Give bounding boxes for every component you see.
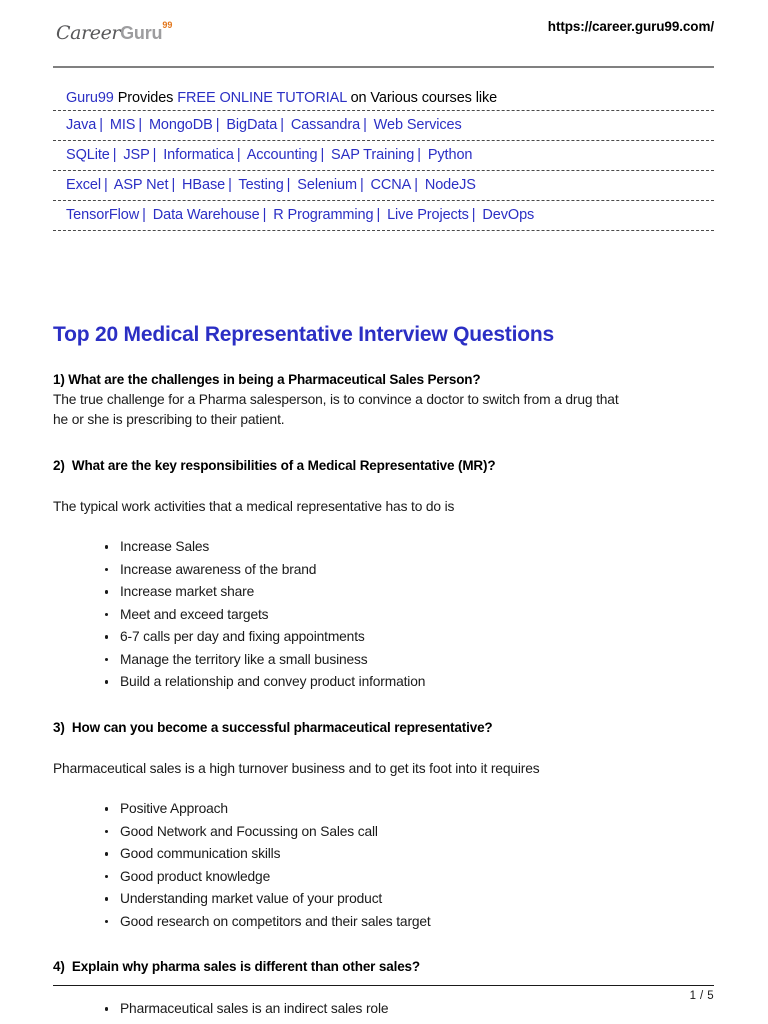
- list-item: Increase Sales: [105, 536, 714, 558]
- spacer: [53, 737, 714, 759]
- course-separator: |: [99, 117, 103, 133]
- list-item: Understanding market value of your product: [105, 888, 714, 910]
- promo-course-row-3: [53, 171, 714, 200]
- promo-intro-line: [53, 86, 714, 110]
- course-link-testing[interactable]: Testing: [238, 177, 284, 193]
- logo-text-guru: Guru: [120, 23, 163, 43]
- promo-brand: Guru99: [66, 90, 114, 106]
- question-2: 2) What are the key responsibilities of a Medical Representative (MR)?: [53, 457, 496, 473]
- question-1: 1) What are the challenges in being a Pharmaceutical Sales Person?: [53, 372, 481, 388]
- answer-3-bullet-list: [53, 798, 714, 933]
- course-link-java[interactable]: Java: [66, 117, 97, 133]
- course-separator: |: [417, 147, 421, 163]
- spacer: [53, 430, 714, 456]
- article-body: [53, 322, 714, 1021]
- course-separator: |: [215, 117, 220, 133]
- course-link-hbase[interactable]: HBase: [182, 177, 226, 193]
- promo-provides: Provides: [117, 90, 174, 106]
- list-item: Meet and exceed targets: [105, 604, 714, 626]
- promo-highlight: FREE ONLINE TUTORIAL: [177, 90, 347, 106]
- course-separator: |: [376, 207, 381, 223]
- spacer: [53, 976, 714, 998]
- course-separator: |: [262, 207, 267, 223]
- course-link-data-warehouse[interactable]: Data Warehouse: [152, 207, 260, 223]
- answer-2-intro: The typical work activities that a medical representative has to do is: [53, 498, 455, 514]
- course-link-r-programming[interactable]: R Programming: [273, 207, 374, 223]
- course-link-devops[interactable]: DevOps: [482, 207, 535, 223]
- course-link-jsp[interactable]: JSP: [123, 147, 150, 163]
- careerguru99-logo: [56, 19, 173, 44]
- course-separator: |: [320, 147, 325, 163]
- course-link-asp-net[interactable]: ASP Net: [113, 177, 169, 193]
- answer-4-bullet-list: [53, 998, 714, 1020]
- course-separator: |: [280, 117, 284, 133]
- course-link-ccna[interactable]: CCNA: [370, 177, 412, 193]
- course-separator: |: [414, 177, 418, 193]
- logo-text-career: Career: [56, 22, 121, 44]
- logo-text-99: 99: [162, 19, 173, 30]
- list-item: 6-7 calls per day and fixing appointments: [105, 626, 714, 648]
- site-url: https://career.guru99.com/: [547, 19, 714, 34]
- course-link-sap-training[interactable]: SAP Training: [331, 147, 415, 163]
- list-item: Good communication skills: [105, 843, 714, 865]
- course-separator: |: [359, 177, 364, 193]
- promo-course-row-2: [53, 141, 714, 170]
- answer-2-bullet-list: [53, 536, 714, 693]
- course-link-selenium[interactable]: Selenium: [297, 177, 357, 193]
- course-link-excel[interactable]: Excel: [66, 177, 101, 193]
- course-link-accounting[interactable]: Accounting: [246, 147, 318, 163]
- spacer: [53, 694, 714, 718]
- course-link-informatica[interactable]: Informatica: [163, 147, 234, 163]
- list-item: Positive Approach: [105, 798, 714, 820]
- course-link-mis[interactable]: MIS: [109, 117, 136, 133]
- promo-tail: on Various courses like: [350, 90, 498, 106]
- course-link-nodejs[interactable]: NodeJS: [424, 177, 476, 193]
- spacer: [53, 516, 714, 536]
- promo-course-row-1: [53, 111, 714, 140]
- question-3: 3) How can you become a successful pharmaceutical representative?: [53, 719, 493, 735]
- course-separator: |: [103, 177, 108, 193]
- promo-divider-5: [53, 230, 714, 231]
- course-separator: |: [363, 117, 367, 133]
- course-link-cassandra[interactable]: Cassandra: [290, 117, 361, 133]
- footer-divider: [53, 985, 714, 986]
- course-link-tensorflow[interactable]: TensorFlow: [66, 207, 140, 223]
- answer-1-line-1: The true challenge for a Pharma salesperson, is to convince a doctor to switch from a drug that: [53, 392, 619, 408]
- course-separator: |: [142, 207, 146, 223]
- list-item: Good product knowledge: [105, 866, 714, 888]
- course-separator: |: [138, 117, 142, 133]
- promo-course-row-4: [53, 201, 714, 230]
- page-indicator: 1 / 5: [689, 990, 714, 1002]
- course-separator: |: [228, 177, 232, 193]
- list-item: Increase awareness of the brand: [105, 559, 714, 581]
- promo-banner: [53, 86, 714, 231]
- course-separator: |: [112, 147, 117, 163]
- course-separator: |: [171, 177, 176, 193]
- answer-1-line-2: he or she is prescribing to their patient.: [53, 411, 285, 427]
- course-link-live-projects[interactable]: Live Projects: [387, 207, 469, 223]
- question-4: 4) Explain why pharma sales is different than other sales?: [53, 959, 421, 975]
- course-separator: |: [286, 177, 291, 193]
- list-item: Pharmaceutical sales is an indirect sales role: [105, 998, 714, 1020]
- course-link-web-services[interactable]: Web Services: [373, 117, 462, 133]
- list-item: Good Network and Focussing on Sales call: [105, 821, 714, 843]
- course-link-sqlite[interactable]: SQLite: [66, 147, 110, 163]
- masthead-divider: [53, 66, 714, 68]
- spacer: [53, 778, 714, 798]
- spacer: [53, 933, 714, 957]
- list-item: Build a relationship and convey product information: [105, 671, 714, 693]
- page-masthead: [0, 0, 768, 62]
- course-link-bigdata[interactable]: BigData: [226, 117, 278, 133]
- answer-3-intro: Pharmaceutical sales is a high turnover business and to get its foot into it requires: [53, 760, 540, 776]
- list-item: Manage the territory like a small business: [105, 649, 714, 671]
- course-link-mongodb[interactable]: MongoDB: [148, 117, 213, 133]
- course-separator: |: [236, 147, 241, 163]
- page-title: Top 20 Medical Representative Interview Questions: [53, 323, 554, 346]
- course-link-python[interactable]: Python: [427, 147, 473, 163]
- course-separator: |: [471, 207, 476, 223]
- list-item: Good research on competitors and their sales target: [105, 911, 714, 933]
- course-separator: |: [152, 147, 157, 163]
- spacer: [53, 475, 714, 497]
- list-item: Increase market share: [105, 581, 714, 603]
